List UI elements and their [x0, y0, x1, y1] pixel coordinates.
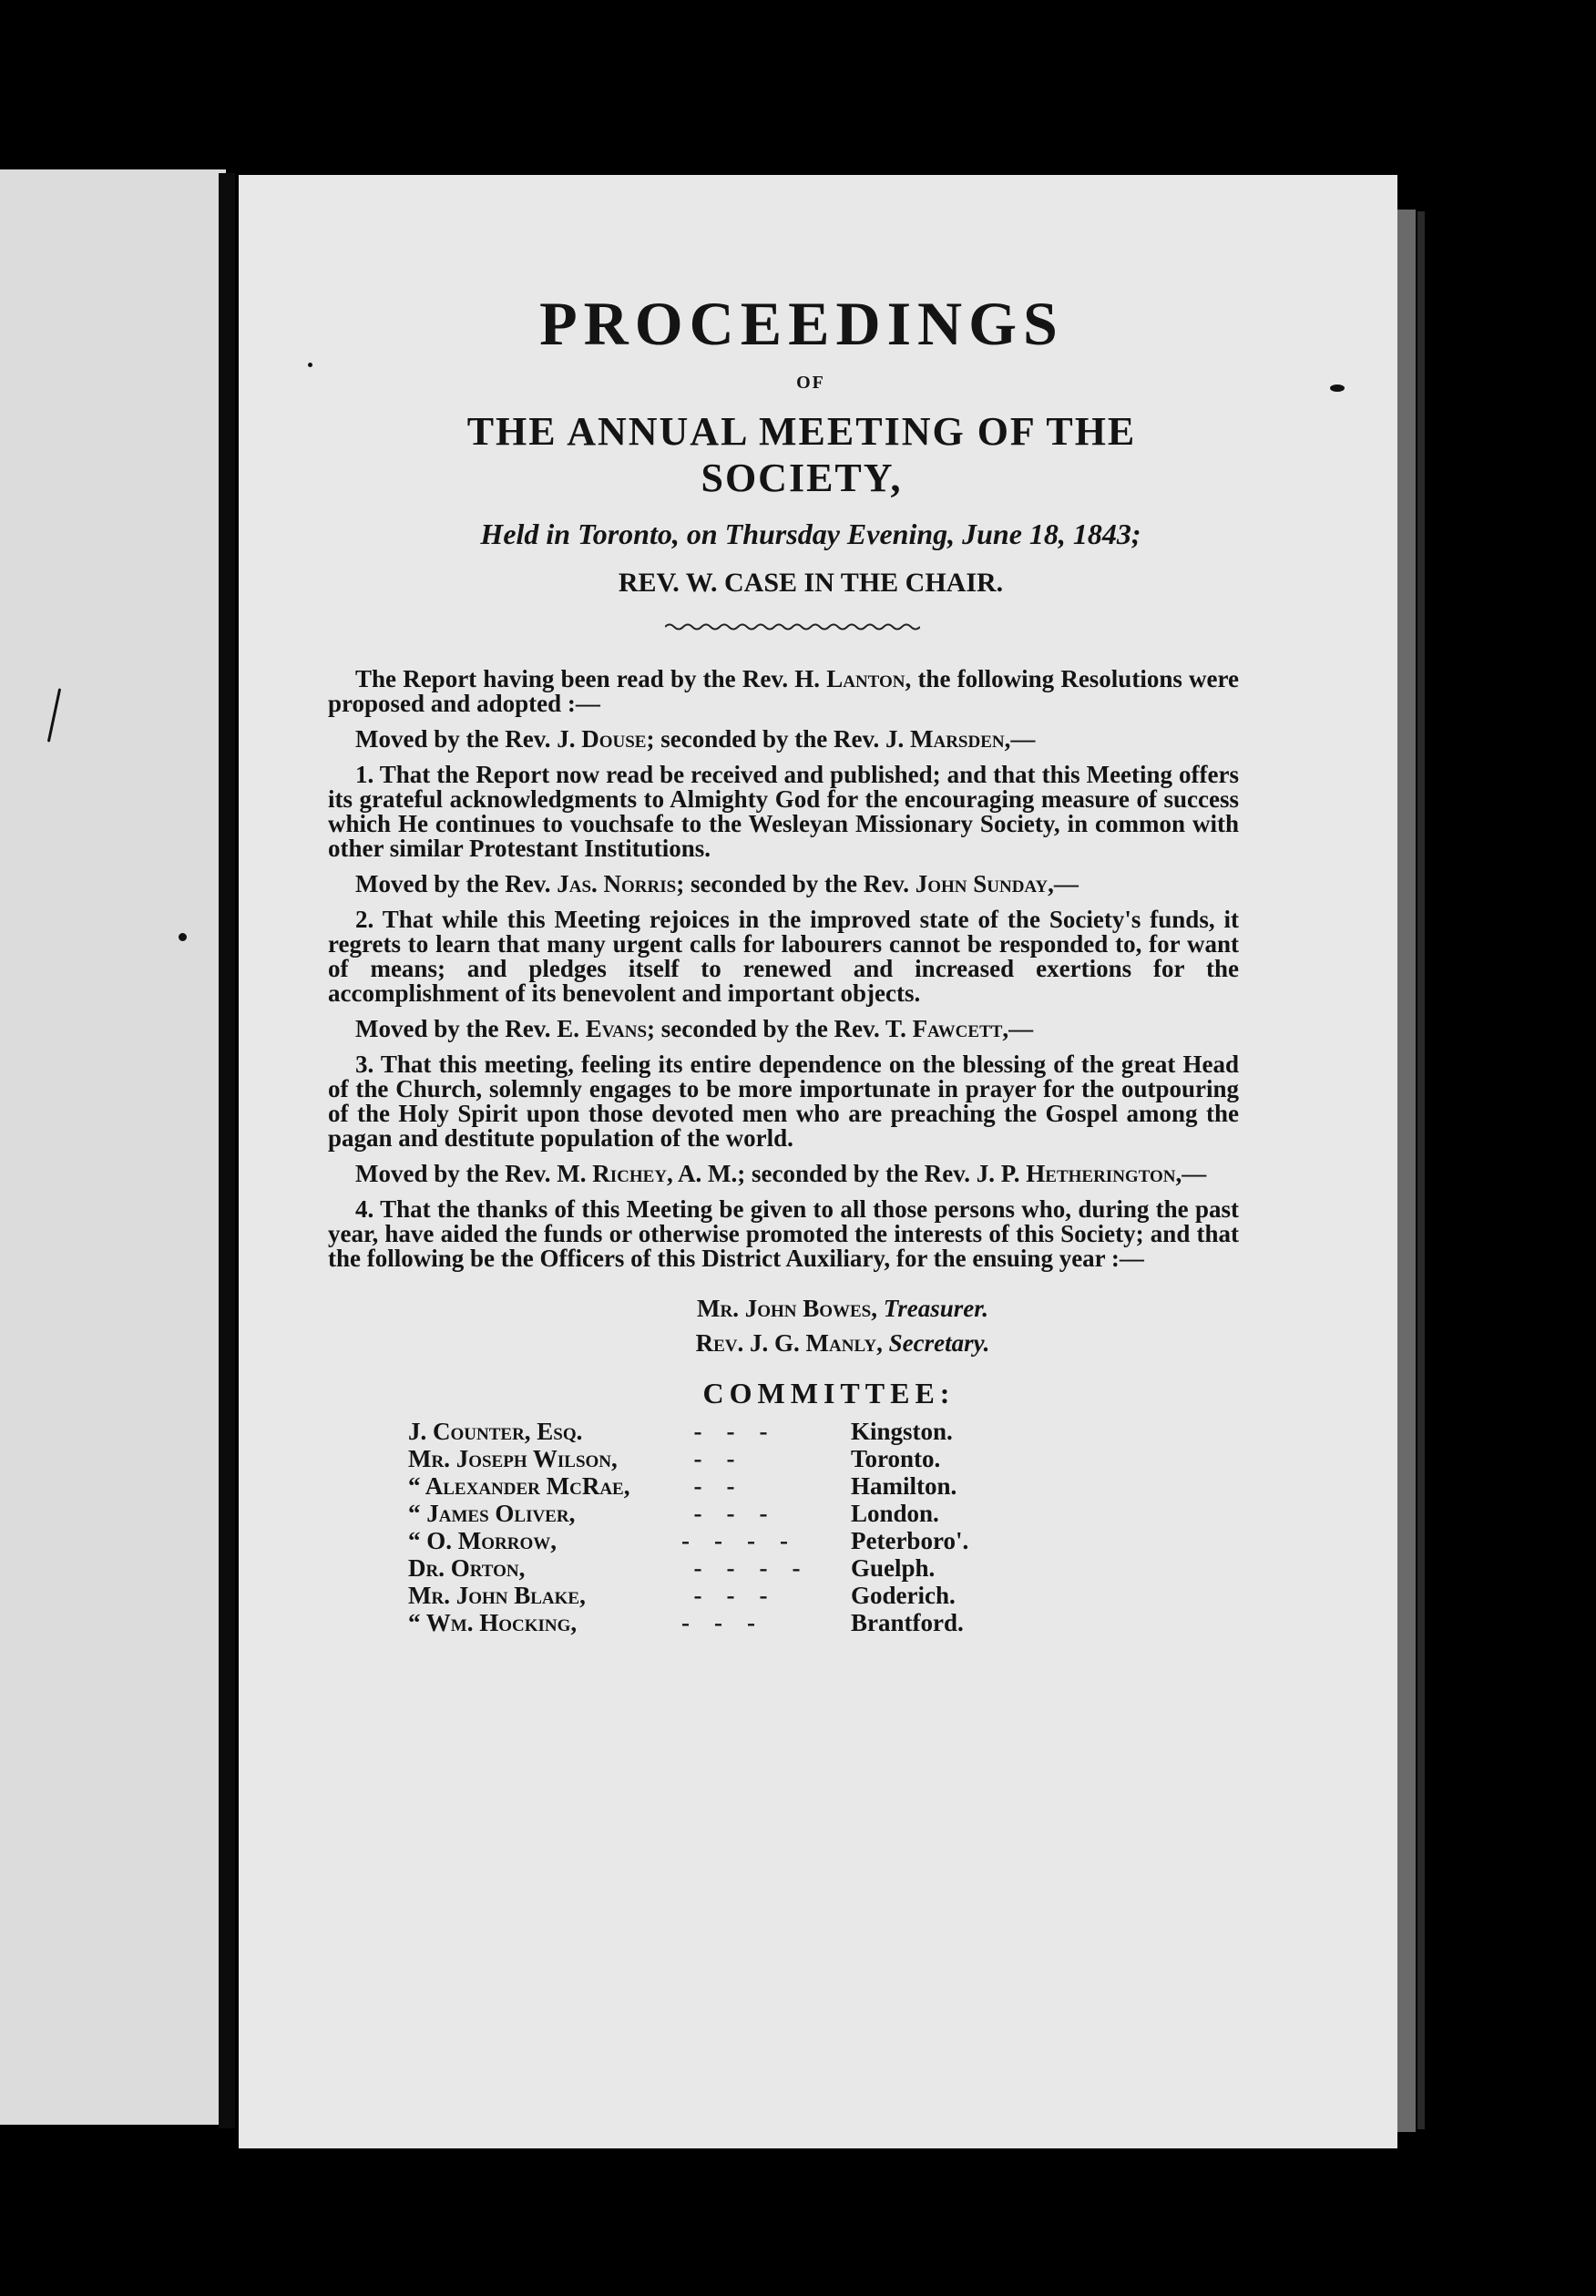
page-title: PROCEEDINGS [539, 289, 1064, 358]
speck [1330, 384, 1345, 392]
resolution-2: 2. That while this Meeting rejoices in the improved state of the Society's funds, it regrets to learn that many urgent calls for labourers cannot be responded to, for want of means; and pledges itself to renewed and increased exertions for the accomplishment of its benevolent and important objects. [328, 906, 1239, 1007]
list-item: “ Alexander McRae, - - Hamilton. [408, 1472, 957, 1500]
meeting-chair: REV. W. CASE IN THE CHAIR. [618, 568, 1004, 598]
document-content [328, 288, 1239, 1636]
facing-page-edge [0, 169, 226, 2125]
list-item: J. Counter, Esq. - - - Kingston. [408, 1418, 953, 1445]
treasurer-line: Mr. John Bowes, Treasurer. [696, 1295, 989, 1322]
list-item: Mr. Joseph Wilson, - - Toronto. [408, 1445, 941, 1472]
title-of: OF [796, 373, 825, 393]
officers-list [446, 1291, 1239, 1360]
moved-line-3: Moved by the Rev. E. Evans; seconded by the Rev. T. Fawcett,— [355, 1015, 1034, 1042]
list-item: “ O. Morrow, - - - - Peterboro'. [408, 1527, 969, 1554]
resolution-4: 4. That the thanks of this Meeting be given to all those persons who, during the past year, have aided the funds or otherwise promoted the interests of this Society; and that the following be the Officers of this District Auxiliary, for the ensuing year :— [328, 1195, 1239, 1272]
secretary-line: Rev. J. G. Manly, Secretary. [695, 1329, 990, 1357]
committee-list [408, 1418, 1239, 1636]
resolution-1: 1. That the Report now read be received and published; and that this Meeting offers its grateful acknowledgments to Almighty God for the encouraging measure of success which He continues to vouchsafe to the Wesleyan Missionary Society, in common with other similar Protestant Institutions. [328, 761, 1239, 862]
list-item: “ James Oliver, - - - London. [408, 1500, 939, 1527]
moved-line-2: Moved by the Rev. Jas. Norris; seconded by the Rev. John Sunday,— [355, 870, 1079, 897]
moved-line-4: Moved by the Rev. M. Richey, A. M.; seconded by the Rev. J. P. Hetherington,— [355, 1160, 1207, 1187]
page-edge [1397, 210, 1416, 2132]
moved-line-1: Moved by the Rev. J. Douse; seconded by the Rev. J. Marsden,— [355, 725, 1036, 753]
ornamental-rule [665, 622, 920, 631]
page-edge-shadow [1417, 211, 1425, 2129]
intro-paragraph: The Report having been read by the Rev. H. Lanton, the following Resolutions were proposed and adopted :— [328, 665, 1239, 717]
list-item: “ Wm. Hocking, - - - Brantford. [408, 1609, 964, 1636]
speck [179, 933, 187, 941]
meeting-details: Held in Toronto, on Thursday Evening, June 18, 1843; [480, 518, 1141, 550]
list-item: Mr. John Blake, - - - Goderich. [408, 1582, 956, 1609]
speck [308, 363, 312, 367]
page-subtitle: THE ANNUAL MEETING OF THE SOCIETY, [466, 409, 1137, 500]
committee-heading: COMMITTEE: [702, 1377, 956, 1409]
page-gutter [219, 173, 235, 2128]
list-item: Dr. Orton, - - - - Guelph. [408, 1554, 936, 1582]
resolution-3: 3. That this meeting, feeling its entire dependence on the blessing of the great Head of the Church, solemnly engages to be more importunate in prayer for the outpouring of the Holy Spirit upon those devoted men who are preaching the Gospel among the pagan and destitute population of the world. [328, 1051, 1239, 1152]
